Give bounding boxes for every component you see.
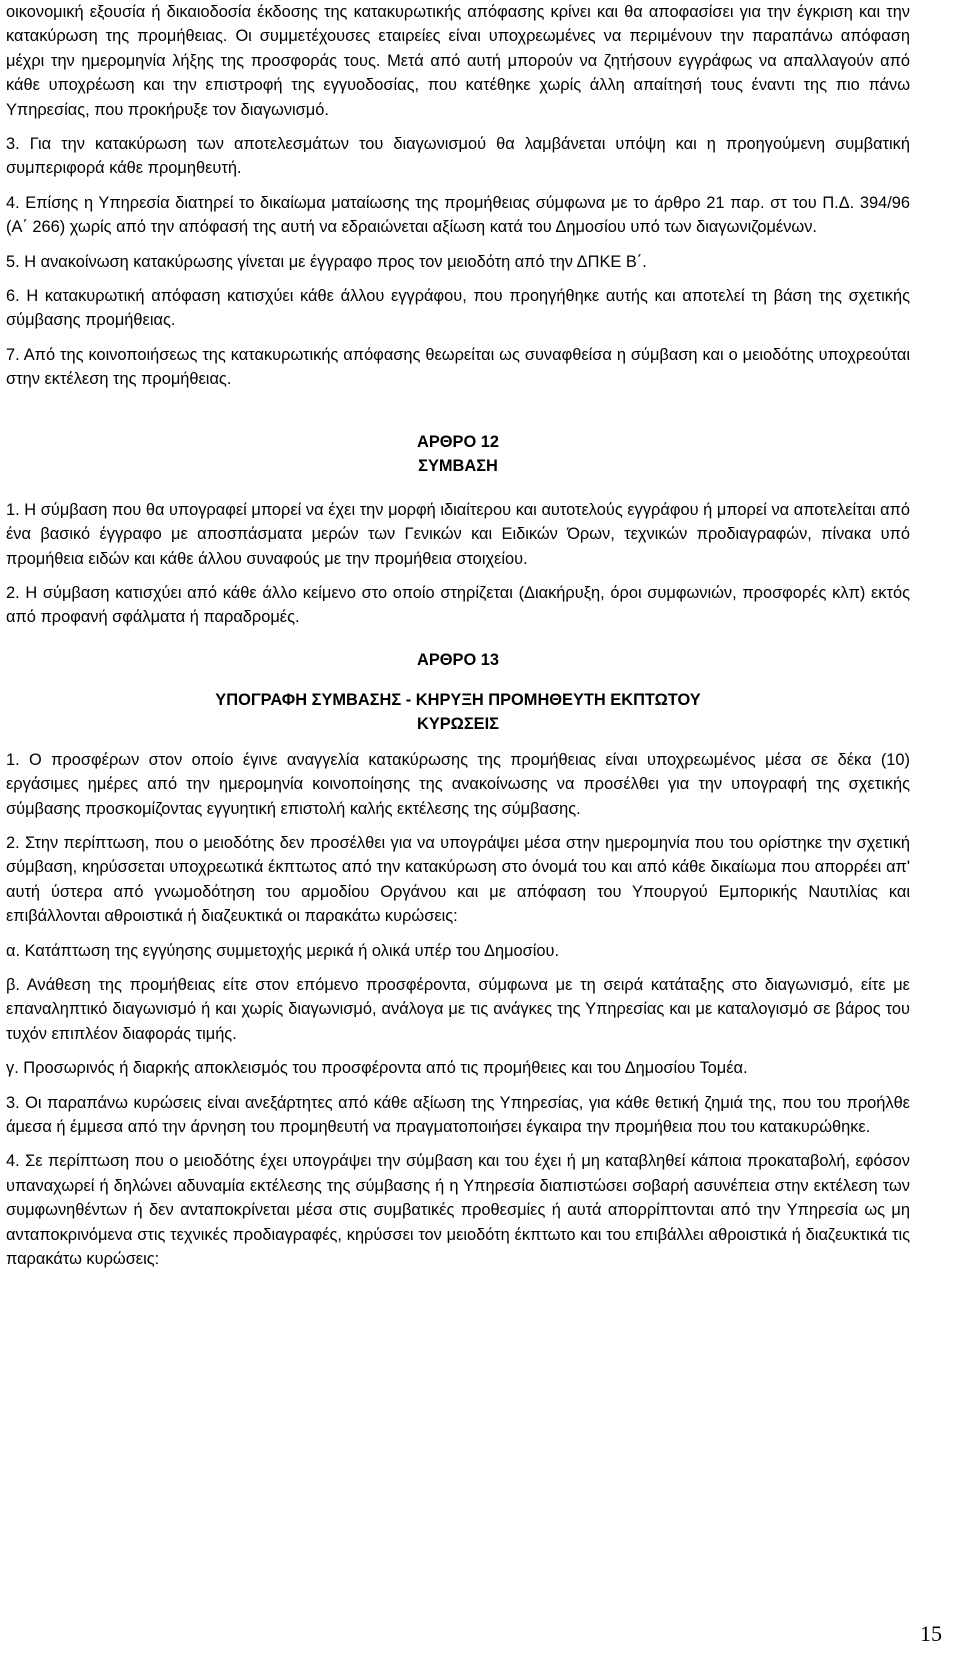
article-13-subtitle: ΚΥΡΩΣΕΙΣ (416, 714, 499, 733)
paragraph-decision-wait: οικονομική εξουσία ή δικαιοδοσία έκδοσης της κατακυρωτικής απόφασης κρίνει και θα αποφασίσει για την έγκριση και την κατακύρωση της προμήθειας. Οι συμμετέχουσες εταιρείες είναι υποχρεωμένες να περιμένουν την παραπάνω απόφαση μέχρι την ημερομηνία λήξης της προσφοράς τους. Μετά από αυτή μπορούν να ζητήσουν εγγράφως να απαλλαγούν από κάθε υποχρέωση και την επιστροφή της εγγυοδοσίας, που κατέθηκε χωρίς άλλη απαίτησή τους έναντι της πιο πάνω Υπηρεσίας, που προκήρυξε τον διαγωνισμό. (6, 3, 910, 119)
article-12-paragraph-2: 2. Η σύμβαση κατισχύει από κάθε άλλο κείμενο στο οποίο στηρίζεται (Διακήρυξη, όροι συμφωνιών, προσφορές κλπ) εκτός από προφανή σφάλματα ή παραδρομές. (6, 583, 910, 627)
paragraph-6-award-decision: 6. Η κατακυρωτική απόφαση κατισχύει κάθε άλλου εγγράφου, που προηγήθηκε αυτής και αποτελεί τη βάση της σχετικής σύμβασης προμήθειας. (6, 287, 910, 330)
article-13-paragraph-3: 3. Οι παραπάνω κυρώσεις είναι ανεξάρτητες από κάθε αξίωση της Υπηρεσίας, για κάθε θετική ζημιά της, που του προήλθε άμεσα ή έμμεσα από την άρνηση του προμηθευτή να πραγματοποιήσει έγκαιρα την προμήθεια που του κατακυρώθηκε. (6, 1093, 910, 1136)
article-13-paragraph-4: 4. Σε περίπτωση που ο μειοδότης έχει υπογράψει την σύμβαση και του έχει ή μη καταβληθεί κάποια προκαταβολή, εφόσον υπαναχωρεί ή δηλώνει αδυναμία εκτέλεσης της σύμβασης ή η Υπηρεσία διαπιστώσει σοβαρή ασυνέπεια στην εκτέλεση των συμφωνηθέντων ή δεν ανταποκρίνεται μέσα στις συμβατικές προθεσμίες ή αυτά απορρίπτονται από την Υπηρεσία ως μη ανταποκρινόμενα στις τεχνικές προδιαγραφές, κηρύσσει τον μειοδότη έκπτωτο και του επιβάλλει αθροιστικά ή διαζευκτικά τις παρακάτω κυρώσεις: (6, 1152, 910, 1269)
article-13-heading: ΑΡΘΡΟ 13 (417, 650, 499, 669)
article-12-title: ΣΥΜΒΑΣΗ (418, 456, 498, 475)
paragraph-3-supplier-behavior: 3. Για την κατακύρωση των αποτελεσμάτων του διαγωνισμού θα λαμβάνεται υπόψη και η προηγούμενη συμβατική συμπεριφορά κάθε προμηθευτή. (6, 135, 910, 178)
article-12-heading: ΑΡΘΡΟ 12 (417, 432, 499, 451)
article-13-item-a: α. Κατάπτωση της εγγύησης συμμετοχής μερικά ή ολικά υπέρ του Δημοσίου. (6, 941, 560, 960)
article-13-title: ΥΠΟΓΡΑΦΗ ΣΥΜΒΑΣΗΣ - ΚΗΡΥΞΗ ΠΡΟΜΗΘΕΥΤΗ ΕΚΠΤΩΤΟΥ (215, 690, 701, 709)
paragraph-5-award-notice: 5. Η ανακοίνωση κατακύρωσης γίνεται με έγγραφο προς τον μειοδότη από την ΔΠΚΕ Β΄. (6, 252, 647, 271)
page-number: 15 (920, 1621, 942, 1646)
paragraph-4-cancellation-right: 4. Επίσης η Υπηρεσία διατηρεί το δικαίωμα ματαίωσης της προμήθειας σύμφωνα με το άρθρο 21 παρ. στ του Π.Δ. 394/96 (Α΄ 266) χωρίς από την απόφασή της αυτή να εδραιώνεται αξίωση κατά του Δημοσίου υπό των διαγωνιζομένων. (6, 193, 910, 237)
paragraph-7-contract-conclusion: 7. Από της κοινοποιήσεως της κατακυρωτικής απόφασης θεωρείται ως συναφθείσα η σύμβαση και ο μειοδότης υποχρεούται στην εκτέλεση της προμήθειας. (6, 345, 910, 389)
article-12-paragraph-1: 1. Η σύμβαση που θα υπογραφεί μπορεί να έχει την μορφή ιδιαίτερου και αυτοτελούς εγγράφου ή μπορεί να αποτελείται από ένα βασικό έγγραφο με αποσπάσματα μερών των Γενικών και Ειδικών Όρων, τεχνικών προδιαγραφών, πίνακα υπό προμήθεια ειδών και κάθε άλλου συναφούς με την προμήθεια στοιχείου. (6, 500, 910, 568)
article-13-item-b: β. Ανάθεση της προμήθειας είτε στον επόμενο προσφέροντα, σύμφωνα με τη σειρά κατάταξης στο διαγωνισμό, είτε με επαναληπτικό διαγωνισμό ή και χωρίς διαγωνισμό, ανάλογα με τις ανάγκες της Υπηρεσίας και με καταλογισμό σε βάρος του τυχόν επιπλέον διαφοράς τιμής. (6, 975, 910, 1043)
document-body (6, 0, 910, 1281)
article-13-paragraph-1: 1. Ο προσφέρων στον οποίο έγινε αναγγελία κατακύρωσης της προμήθειας είναι υποχρεωμένος μέσα σε δέκα (10) εργάσιμες ημέρες από την ημερομηνία κοινοποίησης της ανακοίνωσης να προσέλθει για την υπογραφή της σχετικής σύμβασης προσκομίζοντας εγγυητική επιστολή καλής εκτέλεσης της σύμβασης. (6, 750, 910, 818)
article-13-paragraph-2: 2. Στην περίπτωση, που ο μειοδότης δεν προσέλθει για να υπογράψει μέσα στην ημερομηνία που του ορίστηκε την σχετική σύμβαση, κηρύσσεται υποχρεωτικά έκπτωτος από την κατακύρωση στο όνομά του και από κάθε δικαίωμα που απορρέει απ' αυτή ύστερα από γνωμοδότηση του αρμοδίου Οργάνου και με απόφαση του Υπουργού Εμπορικής Ναυτιλίας και επιβάλλονται αθροιστικά ή διαζευκτικά οι παρακάτω κυρώσεις: (6, 833, 910, 926)
article-13-item-c: γ. Προσωρινός ή διαρκής αποκλεισμός του προσφέροντα από τις προμήθειες και του Δημοσίου Τομέα. (6, 1059, 748, 1078)
